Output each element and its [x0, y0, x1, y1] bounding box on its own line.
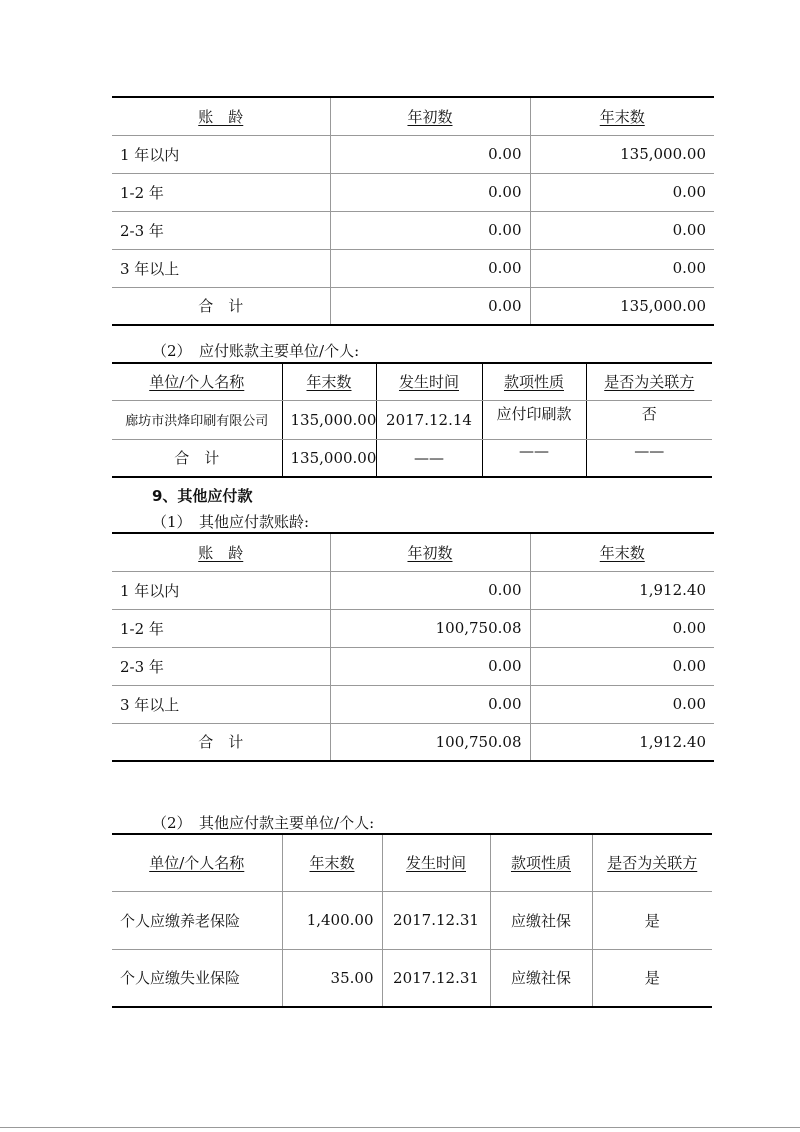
closing-value: 0.00 [530, 647, 714, 685]
closing-value: 1,400.00 [282, 891, 382, 949]
closing-value: 0.00 [530, 685, 714, 723]
closing-value: 0.00 [530, 249, 714, 287]
payables-aging-table [112, 96, 714, 326]
table-row [112, 135, 714, 173]
opening-value: 0.00 [330, 685, 530, 723]
payables-main-units-table [112, 362, 712, 478]
unit-name: 廊坊市洪烽印刷有限公司 [112, 400, 282, 439]
table-row [112, 400, 712, 439]
table-header-row [112, 363, 712, 400]
col-header-date: 发生时间 [376, 363, 482, 400]
col-header-aging: 账 龄 [112, 97, 330, 135]
table-header-row [112, 834, 712, 891]
related-party: 是 [592, 891, 712, 949]
table-row [112, 609, 714, 647]
opening-value: 0.00 [330, 135, 530, 173]
aging-label: 3 年以上 [112, 685, 330, 723]
col-header-closing: 年末数 [282, 363, 376, 400]
subtitle-other-payables-aging: （1） 其他应付款账龄: [152, 513, 310, 531]
col-header-nature: 款项性质 [490, 834, 592, 891]
page-bottom-rule [0, 1127, 800, 1128]
occur-date: 2017.12.31 [382, 949, 490, 1007]
table-row [112, 249, 714, 287]
table-total-row [112, 723, 714, 761]
other-payables-aging-table [112, 532, 714, 762]
table-row [112, 685, 714, 723]
opening-total: 0.00 [330, 287, 530, 325]
section-heading-other-payables: 9、其他应付款 [152, 487, 253, 505]
opening-value: 0.00 [330, 647, 530, 685]
table-row [112, 173, 714, 211]
col-header-nature: 款项性质 [482, 363, 586, 400]
closing-total: 135,000.00 [282, 439, 376, 477]
occur-date: 2017.12.14 [376, 400, 482, 439]
closing-value: 35.00 [282, 949, 382, 1007]
subtitle-other-payables-main-units: （2） 其他应付款主要单位/个人: [152, 814, 375, 832]
table-row [112, 571, 714, 609]
opening-value: 0.00 [330, 249, 530, 287]
closing-total: 135,000.00 [530, 287, 714, 325]
opening-value: 0.00 [330, 571, 530, 609]
table-header-row [112, 533, 714, 571]
col-header-closing: 年末数 [530, 533, 714, 571]
col-header-opening: 年初数 [330, 97, 530, 135]
occur-date: 2017.12.31 [382, 891, 490, 949]
related-party: 是 [592, 949, 712, 1007]
closing-value: 0.00 [530, 173, 714, 211]
col-header-closing: 年末数 [530, 97, 714, 135]
total-label: 合 计 [112, 439, 282, 477]
col-header-related: 是否为关联方 [586, 363, 712, 400]
aging-label: 2-3 年 [112, 647, 330, 685]
table-total-row [112, 287, 714, 325]
nature-dash: —— [482, 439, 586, 477]
col-header-related: 是否为关联方 [592, 834, 712, 891]
col-header-name: 单位/个人名称 [112, 363, 282, 400]
opening-value: 0.00 [330, 211, 530, 249]
col-header-opening: 年初数 [330, 533, 530, 571]
aging-label: 1-2 年 [112, 173, 330, 211]
nature: 应付印刷款 [482, 400, 586, 439]
table-row [112, 211, 714, 249]
opening-total: 100,750.08 [330, 723, 530, 761]
nature: 应缴社保 [490, 891, 592, 949]
related-dash: —— [586, 439, 712, 477]
nature: 应缴社保 [490, 949, 592, 1007]
closing-value: 0.00 [530, 609, 714, 647]
table-row [112, 891, 712, 949]
total-label: 合 计 [112, 723, 330, 761]
subtitle-payables-main-units: （2） 应付账款主要单位/个人: [152, 342, 360, 360]
date-dash: —— [376, 439, 482, 477]
closing-total: 1,912.40 [530, 723, 714, 761]
col-header-aging: 账 龄 [112, 533, 330, 571]
table-header-row [112, 97, 714, 135]
aging-label: 1 年以内 [112, 571, 330, 609]
total-label: 合 计 [112, 287, 330, 325]
opening-value: 100,750.08 [330, 609, 530, 647]
table-row [112, 949, 712, 1007]
opening-value: 0.00 [330, 173, 530, 211]
table-total-row [112, 439, 712, 477]
table-row [112, 647, 714, 685]
related-party: 否 [586, 400, 712, 439]
closing-value: 135,000.00 [530, 135, 714, 173]
other-payables-main-units-table [112, 833, 712, 1008]
aging-label: 3 年以上 [112, 249, 330, 287]
col-header-closing: 年末数 [282, 834, 382, 891]
aging-label: 1-2 年 [112, 609, 330, 647]
aging-label: 1 年以内 [112, 135, 330, 173]
col-header-date: 发生时间 [382, 834, 490, 891]
unit-name: 个人应缴失业保险 [112, 949, 282, 1007]
unit-name: 个人应缴养老保险 [112, 891, 282, 949]
aging-label: 2-3 年 [112, 211, 330, 249]
col-header-name: 单位/个人名称 [112, 834, 282, 891]
closing-value: 135,000.00 [282, 400, 376, 439]
closing-value: 1,912.40 [530, 571, 714, 609]
closing-value: 0.00 [530, 211, 714, 249]
